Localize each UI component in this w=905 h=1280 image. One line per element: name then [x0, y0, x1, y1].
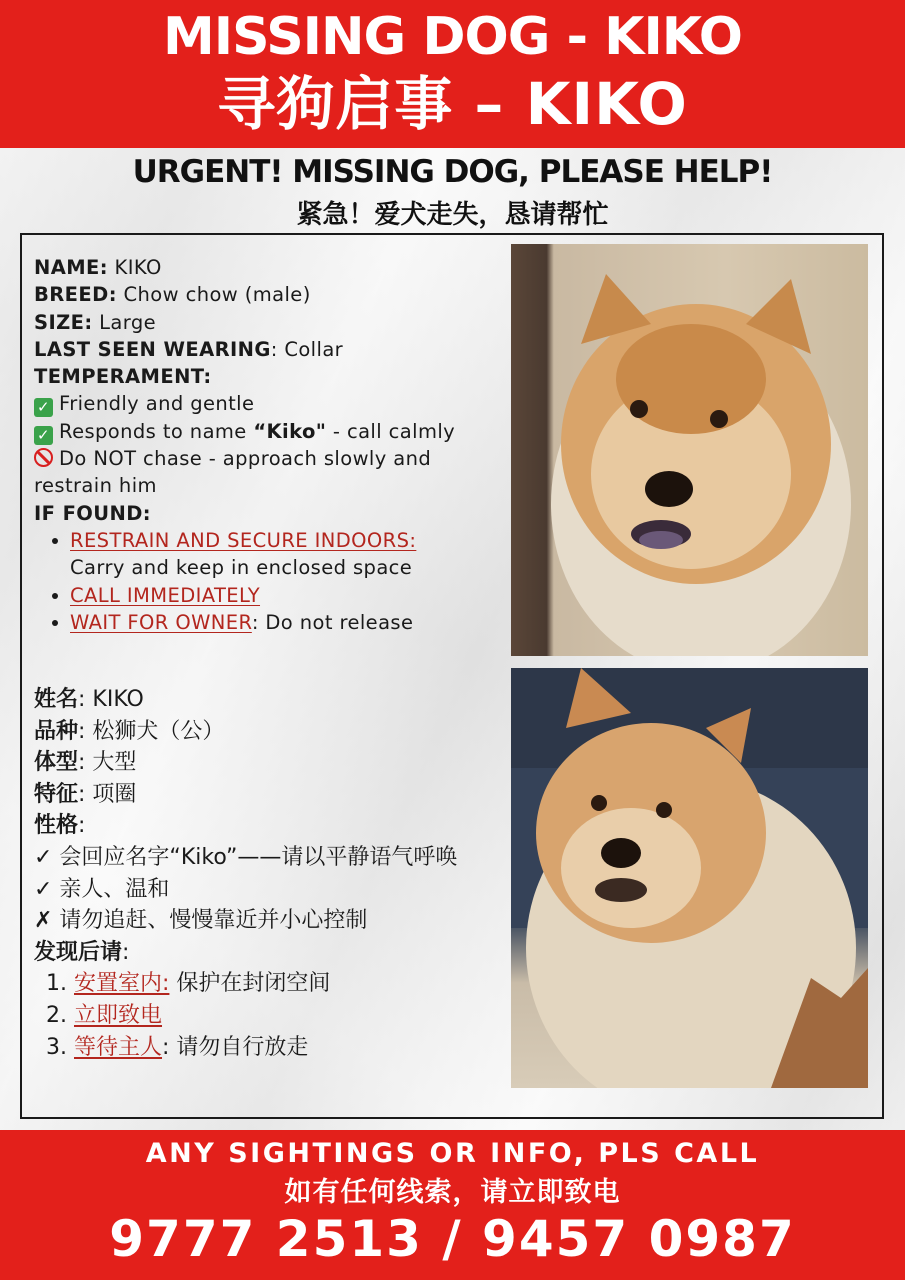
- name-row: [34, 254, 494, 281]
- if-found-label-row: [34, 500, 494, 527]
- call-prompt-en: ANY SIGHTINGS OR INFO, PLS CALL: [145, 1138, 760, 1169]
- list-item-text: : 请勿自行放走: [162, 1034, 309, 1060]
- list-item: [74, 968, 494, 1000]
- if-found-label-zh: 发现后请: [34, 939, 123, 965]
- feature-value-zh: : 项圈: [78, 781, 137, 807]
- temperament-colon-zh: :: [78, 813, 86, 839]
- temperament-item-zh: ✓ 亲人、温和: [34, 876, 170, 902]
- temperament-item: [34, 418, 494, 445]
- temperament-text-bold: “Kiko": [253, 419, 327, 443]
- breed-value-zh: : 松狮犬（公）: [78, 718, 225, 744]
- breed-label-zh: 品种: [34, 718, 79, 744]
- call-immediately-link-zh[interactable]: 立即致电: [74, 1002, 163, 1028]
- temperament-text: Friendly and gentle: [59, 392, 255, 416]
- list-item: [74, 1032, 494, 1064]
- wearing-row: [34, 336, 494, 363]
- temperament-item: [34, 445, 494, 500]
- list-item: [70, 527, 494, 582]
- phone-numbers[interactable]: 9777 2513 / 9457 0987: [109, 1210, 796, 1268]
- dog-photo-1: [511, 244, 868, 656]
- name-label-zh: 姓名: [34, 687, 79, 712]
- feature-label-zh: 特征: [34, 781, 79, 807]
- list-item-text: : Do not release: [251, 610, 414, 634]
- temperament-text: Do NOT chase - approach slowly and restrain him: [34, 447, 432, 498]
- breed-label: BREED:: [34, 283, 117, 307]
- size-label-zh: 体型: [34, 750, 79, 776]
- dog-photo-2: [511, 668, 868, 1088]
- if-found-list-zh: [34, 968, 494, 1063]
- list-item: [74, 1000, 494, 1032]
- size-row-zh: [34, 747, 494, 779]
- prohibited-icon: [34, 448, 53, 467]
- breed-row-zh: [34, 716, 494, 748]
- urgent-heading-zh: 紧急！爱犬走失，恳请帮忙: [296, 200, 609, 230]
- breed-value: Chow chow (male): [123, 283, 311, 307]
- bottom-banner: [0, 1130, 905, 1280]
- wait-for-owner-link-zh[interactable]: 等待主人: [74, 1034, 163, 1060]
- if-found-colon-zh: :: [122, 939, 130, 965]
- restrain-link[interactable]: RESTRAIN AND SECURE INDOORS:: [70, 528, 417, 552]
- dog-illustration-2: [511, 668, 868, 1088]
- secure-indoors-link-zh[interactable]: 安置室内:: [74, 971, 170, 997]
- title-en: MISSING DOG - KIKO: [163, 7, 742, 67]
- details-zh: [34, 684, 494, 1063]
- if-found-list: [34, 527, 494, 636]
- list-item: [70, 609, 494, 636]
- if-found-label: IF FOUND:: [34, 501, 152, 525]
- size-value: Large: [99, 310, 157, 334]
- name-value: KIKO: [114, 256, 162, 279]
- top-banner: [0, 0, 905, 148]
- temperament-label: TEMPERAMENT:: [34, 365, 212, 389]
- breed-row: [34, 281, 494, 308]
- urgent-heading-en: URGENT! MISSING DOG, PLEASE HELP!: [132, 154, 773, 190]
- temperament-item-zh: ✓ 会回应名字“Kiko”——请以平静语气呼唤: [34, 844, 458, 870]
- details-en: [34, 254, 494, 636]
- size-value-zh: : 大型: [78, 750, 137, 776]
- feature-row-zh: [34, 779, 494, 811]
- list-item: [70, 582, 494, 609]
- temperament-label-zh: 性格: [34, 813, 79, 839]
- name-row-zh: [34, 684, 494, 716]
- call-prompt-zh: 如有任何线索，请立即致电: [284, 1177, 621, 1208]
- size-row: [34, 309, 494, 336]
- list-item-text: Carry and keep in enclosed space: [70, 556, 413, 580]
- size-label: SIZE:: [34, 310, 93, 334]
- temperament-label-row-zh: [34, 810, 494, 842]
- name-value-zh: : KIKO: [78, 687, 144, 712]
- list-item-text: 保护在封闭空间: [169, 971, 331, 997]
- temperament-item: [34, 390, 494, 417]
- check-mark-icon: ✓: [34, 398, 53, 417]
- wearing-label: LAST SEEN WEARING: [34, 337, 271, 361]
- title-zh: 寻狗启事 – KIKO: [217, 70, 688, 138]
- temperament-text-post: - call calmly: [326, 419, 456, 443]
- wearing-value: : Collar: [270, 337, 344, 361]
- if-found-label-row-zh: [34, 937, 494, 969]
- temperament-text-pre: Responds to name: [59, 419, 254, 443]
- wait-for-owner-link[interactable]: WAIT FOR OWNER: [70, 610, 252, 634]
- check-mark-icon: ✓: [34, 426, 53, 445]
- temperament-item-zh: ✗ 请勿追赶、慢慢靠近并小心控制: [34, 908, 368, 934]
- temperament-label-row: [34, 363, 494, 390]
- name-label: NAME:: [34, 256, 108, 279]
- call-immediately-link[interactable]: CALL IMMEDIATELY: [70, 583, 261, 607]
- dog-illustration-1: [511, 244, 868, 656]
